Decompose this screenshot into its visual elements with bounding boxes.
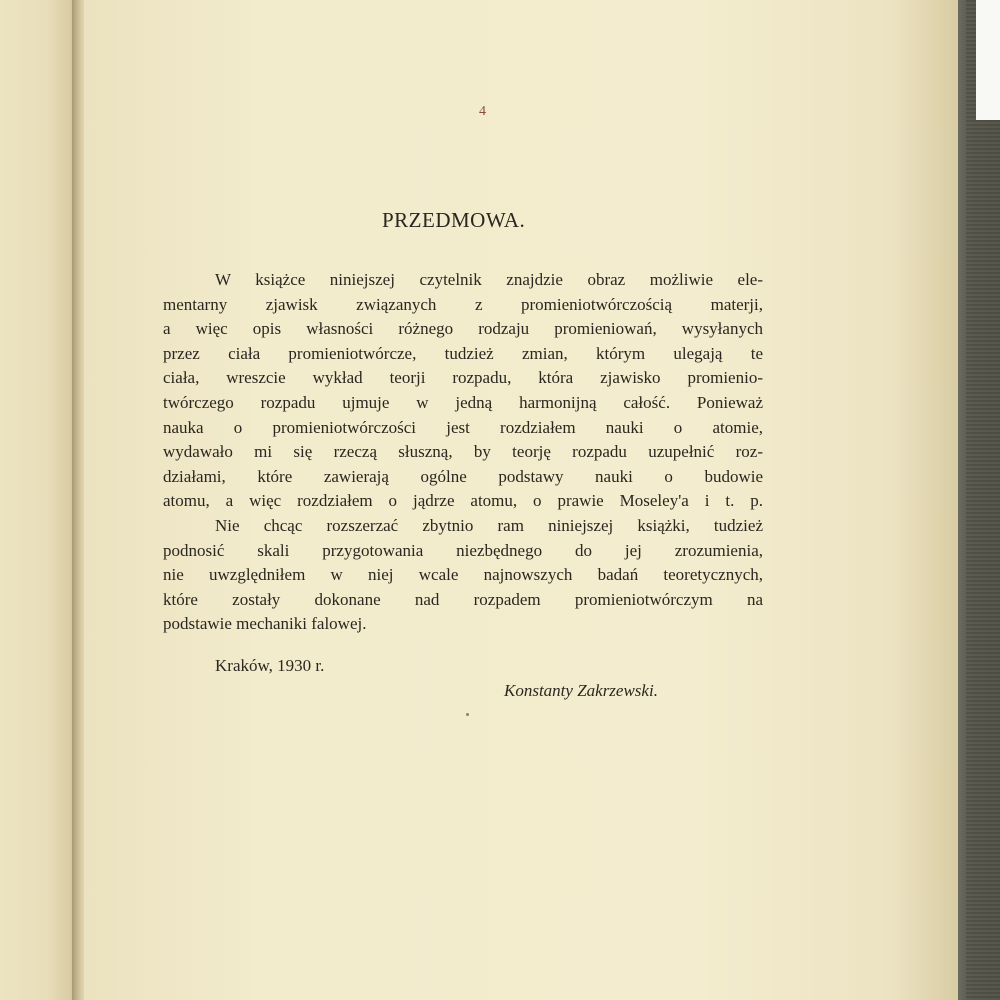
text-line: działami, które zawierają ogólne podstawy nauki o budowie xyxy=(163,466,763,486)
preface-body xyxy=(163,268,763,637)
text-line: podnosić skali przygotowania niezbędnego do jej zrozumienia, xyxy=(163,540,763,560)
text-line: Nie chcąc rozszerzać zbytnio ram niniejszej książki, tudzież xyxy=(215,515,763,535)
paragraph-1 xyxy=(163,268,763,514)
text-line: W książce niniejszej czytelnik znajdzie obraz możliwie ele- xyxy=(215,270,763,289)
cloth-binding xyxy=(966,0,1000,1000)
text-line: atomu, a więc rozdziałem o jądrze atomu, o prawie Moseley'a i t. p. xyxy=(163,491,763,511)
paper-speck xyxy=(466,713,469,716)
page-title: PRZEDMOWA. xyxy=(382,208,526,232)
text-line: przez ciała promieniotwórcze, tudzież zmian, którym ulegają te xyxy=(163,343,763,363)
text-line: ciała, wreszcie wykład teorji rozpadu, która zjawisko promienio- xyxy=(163,368,763,388)
text-line: podstawie mechaniki falowej. xyxy=(163,614,367,634)
text-line: wydawało mi się rzeczą słuszną, by teorję rozpadu uzupełnić roz- xyxy=(163,442,763,462)
text-line: mentarny zjawisk związanych z promieniotwórczością materji, xyxy=(163,294,763,314)
left-page-edge xyxy=(0,0,78,1000)
background-corner xyxy=(976,0,1000,120)
author-signature: Konstanty Zakrzewski. xyxy=(504,681,658,700)
text-line: a więc opis własności różnego rodzaju promieniowań, wysyłanych xyxy=(163,319,763,339)
paragraph-2 xyxy=(163,514,763,637)
page-number-mark: 4 xyxy=(479,104,486,119)
place-date: Kraków, 1930 r. xyxy=(215,656,325,675)
text-line: które zostały dokonane nad rozpadem promieniotwórczym na xyxy=(163,589,763,609)
text-line: twórczego rozpadu ujmuje w jedną harmonijną całość. Ponieważ xyxy=(163,392,763,412)
text-line: nie uwzględniłem w niej wcale najnowszych badań teoretycznych, xyxy=(163,565,763,585)
text-line: nauka o promieniotwórczości jest rozdziałem nauki o atomie, xyxy=(163,417,763,437)
